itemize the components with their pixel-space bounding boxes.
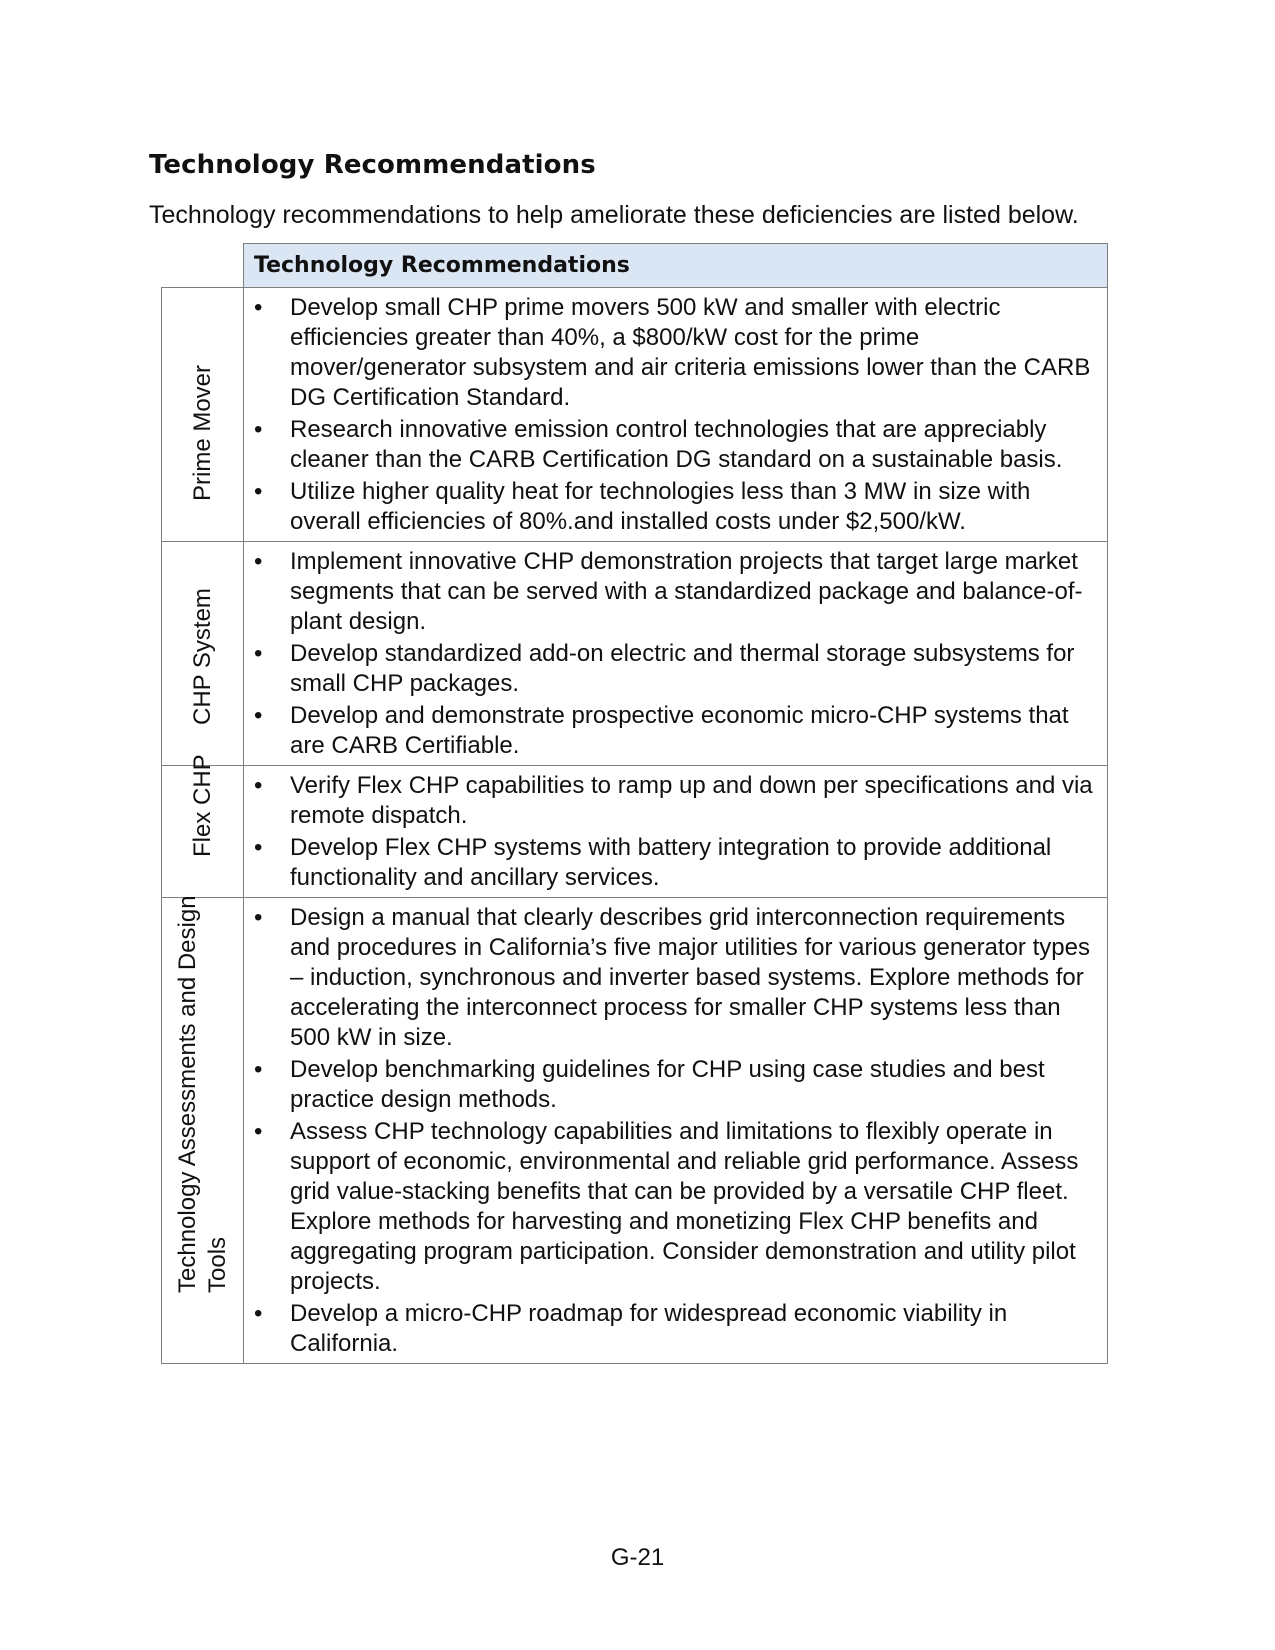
row-label-cell [162,542,244,766]
list-item: • Develop a micro-CHP roadmap for widespread economic viability in California. [244,1299,1099,1359]
list-item: • Develop small CHP prime movers 500 kW and smaller with electric efficiencies greater than 40%, a $800/kW cost for the prime mover/generator subsystem and air criteria emissions lower than the CARB DG Certification Standard. [244,293,1099,413]
table-row-flex-chp [162,766,1108,898]
row-content-cell [244,542,1108,766]
list-item: • Assess CHP technology capabilities and limitations to flexibly operate in support of economic, environmental and reliable grid performance. Assess grid value-stacking benefits that can be provided by a versatile CHP fleet. Explore methods for harvesting and monetizing Flex CHP benefits and aggregating program participation. Consider demonstration and utility pilot projects. [244,1117,1099,1297]
row-content-cell [244,766,1108,898]
list-item: • Utilize higher quality heat for technologies less than 3 MW in size with overall efficiencies of 80%.and installed costs under $2,500/kW. [244,477,1099,537]
list-item: • Develop standardized add-on electric and thermal storage subsystems for small CHP packages. [244,639,1099,699]
row-label: CHP System [188,588,216,725]
row-label-cell [162,754,244,898]
table-row-chp-system [162,542,1108,766]
recommendations-table [161,243,1108,1364]
row-label-cell [162,288,244,542]
row-content-cell [244,288,1108,542]
row-label [173,895,233,1293]
section-heading: Technology Recommendations [149,150,596,180]
list-item: • Develop Flex CHP systems with battery integration to provide additional functionality and ancillary services. [244,833,1099,893]
list-item: • Develop and demonstrate prospective economic micro-CHP systems that are CARB Certifiable. [244,701,1099,761]
list-item: • Design a manual that clearly describes grid interconnection requirements and procedures in California’s five major utilities for various generator types – induction, synchronous and inverter based systems. Explore methods for accelerating the interconnect process for smaller CHP systems less than 500 kW in size. [244,903,1099,1053]
row-label-cell [162,895,244,1364]
list-item: • Research innovative emission control technologies that are appreciably cleaner than the CARB Certification DG standard on a sustainable basis. [244,415,1099,475]
row-label: Prime Mover [188,364,216,501]
row-label-line: Tools [203,1236,231,1293]
intro-paragraph: Technology recommendations to help ameliorate these deficiencies are listed below. [149,201,1079,229]
list-item: • Verify Flex CHP capabilities to ramp up and down per specifications and via remote dispatch. [244,771,1099,831]
table-row-technology-assessments [162,898,1108,1364]
list-item: • Implement innovative CHP demonstration projects that target large market segments that can be served with a standardized package and balance-of-plant design. [244,547,1099,637]
list-item: • Develop benchmarking guidelines for CHP using case studies and best practice design methods. [244,1055,1099,1115]
row-content-cell [244,898,1108,1364]
table-row-prime-mover [162,288,1108,542]
table-header: Technology Recommendations [244,244,1108,288]
row-label-line: Technology Assessments and Design [173,895,201,1293]
page-number: G-21 [610,1544,665,1571]
row-label: Flex CHP [188,754,216,857]
table-corner-cell [162,244,244,288]
